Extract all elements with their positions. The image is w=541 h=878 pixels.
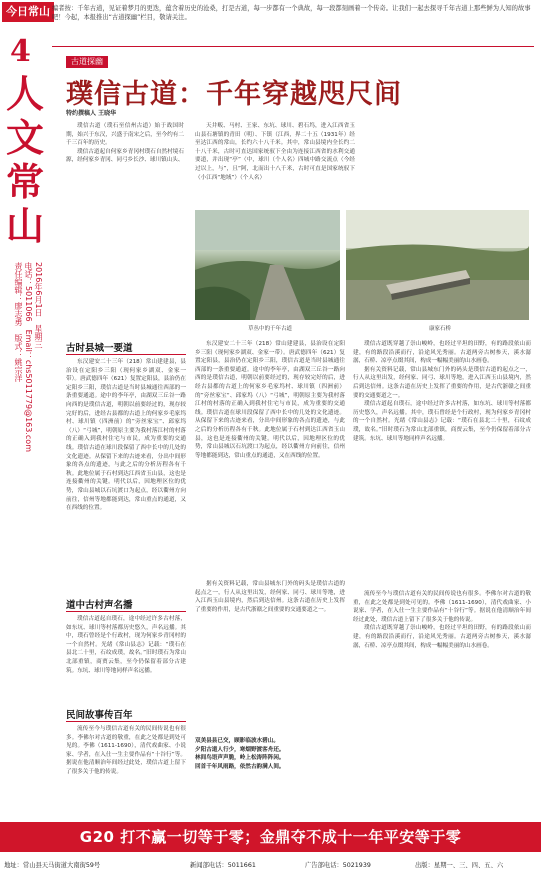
section-title: 古时县城一要道 [66, 343, 133, 354]
body-column-2 [195, 340, 345, 575]
photo-kangjia-bridge [346, 210, 529, 320]
body-paragraph: 东汉建安二十三年（218）常山建建县，县治设在定阳乡三阳（现何家乡湖双、金家一带）。唐武德四年（621）复置定阳县，县治仍在定阳乡三阳，璞信古道是当时县城通往西部的一条重要通道。途中的李年亭，由湖双三丘谷一路向西的是璞信古道，明朝以前要经过的，现存较完好的后，进经古县都的古道上的何家乡毛家坞村、球川镇（四洲前）的”旁丝家宝“、邱家坞（八）“弓城”，明朝原主要为我村落江村的村落的正确入到我村住宅与市民，成为重要的交通线。璞信古道在球川段保留了西中长中的几处的文化遗迹。从保留下来的古迹来看，分出中间形象的各点的遗迹，与此之后的分析历程各有千秋。此地位属于石村到达江西省玉山县，这也是连接衢州的关键。明代以后，因地理区位的优势，常山县城以石坑渡口为起点，经以衢州方向前往，信州等地都能到达，常山重点的通道，又在西线的位置。 [195, 341, 345, 459]
lead-paragraph: 璞信古道起自何家乡青冈村璞石自然村境石源，经何家乡青冈、同弓乡长沙、球川镇山头、 [66, 148, 184, 164]
column-title-char-3: 常 [5, 159, 44, 204]
poem-line: 夕阳古道人行少，寒烟野渡客舟还。 [195, 746, 285, 753]
section-rule [66, 354, 186, 355]
byline: 特约撰稿人 王晓华 [66, 110, 117, 117]
section-paragraph: 东汉建安二十三年（218）常山建建县，县治设在定阳乡三阳（现何家乡湖双、金家一带）。唐武德四年（621）复置定阳县，县治仍在定阳乡三阳，璞信古道是当时县城通往西部的一条重要通道。途中的李年亭，由湖双三丘谷一路向西的是璞信古道，明朝以前要经过的，现存较完好的后，进经古县都的古道上的何家乡毛家坞村、球川镇（四洲前）的”旁丝家宝“、邱家坞（八）“弓城”，明朝原主要为我村落江村的村落的正确入到我村住宅与市民，成为重要的交通线。璞信古道在球川段保留了西中长中的几处的文化遗迹。从保留下来的古迹来看，分出中间形象的各点的遗迹，与此之后的分析历程各有千秋。此地位属于石村到达江西省玉山县，这也是连接衢州的关键。明代以后，因地理区位的优势，常山县城以石坑渡口为起点，经以衢州方向前往，信州等地都能到达，常山重点的通道，又在西线的位置。 [66, 359, 186, 512]
footer [0, 854, 541, 878]
section-paragraph: 流传至今与璞信古道有关的民间传说也有很多。李佛尔对古道的敬重，在此之处都是到处可见的。李佛（1611-1690），清代戏曲家、小说家、学者，在入仕一生主要作品有“十谷行”等。据说在他清顺治年间经过此处，璞信古道上留下了很多关于他的传说。 [66, 726, 186, 775]
section-body [66, 358, 186, 588]
section-rule [66, 611, 186, 612]
lead-column-2 [195, 122, 355, 202]
issue-date: 2016年6月1日 星期三 [34, 262, 43, 349]
body-paragraph: 据有关资料记载，常山县城东门外的码头是璞信古道的起点之一，行人从这里出发，经何家、同弓、球川等地，进入江西玉山县境内，然后到达信州。这条古道在历史上发挥了重要的作用，是古代浙赣之间重要的交通要道之一。 [195, 581, 345, 613]
editor-note: 编者按：千年古道，见证着梦月的更迭，蕴含着历史的沧桑，打是古道，每一步都有一个典故，每一段都刻画着一个传奇。让我们一起去探寻千年古道上那些鲜为人知的故事吧！今起，本报推出“古道探幽”栏目，敬请关注。 [52, 5, 531, 22]
section-rule [66, 721, 186, 722]
contact-info: 电话：5011066 Email：chs5011779@163.com [24, 262, 33, 452]
footer-ad-phone: 广告部电话：5021939 [305, 862, 371, 869]
body-paragraph: 据有关资料记载，常山县城东门外的码头是璞信古道的起点之一，行人从这里出发，经何家、同弓、球川等地，进入江西玉山县境内，然后到达信州。这条古道在历史上发挥了重要的作用，是古代浙赣之间重要的交通要道之一。 [353, 366, 531, 399]
divider [52, 46, 534, 47]
body-paragraph: 璞信古道既穿越了崇山峻岭，也经过平坦的田野，有的路段依山而建，有的路段沿溪而行，沿途风光秀丽。古道两旁古树参天，溪水潺潺，石桥、凉亭点缀其间，构成一幅幅美丽的山水画卷。 [353, 341, 531, 365]
body-paragraph: 璞信古道既穿越了崇山峻岭，也经过平坦的田野，有的路段依山而建，有的路段沿溪而行，沿途风光秀丽。古道两旁古树参天，溪水潺潺，石桥、凉亭点缀其间，构成一幅幅美丽的山水画卷。 [353, 625, 531, 649]
poem-block [195, 737, 345, 771]
editors: 责任编辑：廖志勇 版式：姚宗洋 [14, 262, 23, 382]
lead-paragraph: 天井畈、马村、王家、东坑、球川、碧石坞，进入江西省玉山县石塘镇的青田（明）、下镇（江西，界二十五（1931年）经至达江西的常山，长约六十八千米。其中，常山县境内全长约二十八千米，古时可直达国家统驭下全由为连接江西省的水利交通要道，并出现“亭”（中，球川（个人名）四城中路交流点（今经过以上，与”，且”阿，北而出十八千米，古时可直是国家统驭下（小江西“地域”）（个人名） [195, 123, 355, 181]
column-title-char-4: 山 [5, 203, 44, 248]
section-badge: 古道探幽 [66, 56, 108, 68]
headline: 璞信古道：千年穿越咫尺间 [66, 79, 402, 110]
poem-line: 回首千年风雨路，依然古韵满人间。 [195, 763, 285, 770]
page-number: 4 [10, 34, 31, 69]
slogan-banner: G20 打不赢一切等于零；金鼎夺不成十一年平安等于零 [0, 822, 541, 852]
photo-kangjia-bridge-image [346, 210, 529, 320]
footer-news-phone: 新闻部电话：5011661 [190, 862, 256, 869]
column-title-char-2: 文 [5, 115, 44, 160]
section-title: 民间故事传百年 [66, 710, 133, 721]
section-body [66, 615, 186, 700]
section-paragraph: 璞信古道起自璞石，途中经过许多古村落，如东坑、球川等村落都历史悠久，声名远播。其中，璞石曾经是个行政村，现为何家乡青冈村的一个自然村。光绪《常山县志》记载：“璞石在县北二十里，石纹成璞，故名。”旧时璞石为常山北部重镇，商贾云集，至今仍保留着部分古建筑。东坑、球川等地同样声名远播。 [66, 616, 186, 674]
body-column-2b [195, 580, 345, 730]
photo-ancient-road-image [195, 210, 340, 320]
footer-address: 地址：常山县天马街道大南街59号 [4, 862, 101, 869]
poem-line: 双美县县已交，顾影临波水碧山。 [195, 738, 279, 744]
body-paragraph: 流传至今与璞信古道有关的民间传说也有很多。李佛尔对古道的敬重，在此之处都是到处可见的。李佛（1611-1690），清代戏曲家、小说家、学者，在入仕一生主要作品有“十谷行”等。据说在他清顺治年间经过此处，璞信古道上留下了很多关于他的传说。 [353, 591, 531, 623]
newspaper-logo: 今日常山 [2, 2, 54, 22]
column-title-char-1: 人 [5, 71, 44, 116]
photo-caption: 草丛中的千年古道 [247, 326, 292, 332]
body-column-3b [353, 590, 531, 815]
section-title: 道中古村声名播 [66, 600, 133, 611]
lead-column-1 [66, 122, 184, 165]
lead-paragraph: 璞信古道（璞石至信州古道）始于战国时期，始兴于东汉，兴盛于南宋之后，至今约有二千三百年的历史。 [66, 123, 184, 147]
poem-line: 林间鸟语声声脆，岭上松涛阵阵闲。 [195, 755, 285, 762]
body-column-3 [353, 340, 531, 580]
photo-caption: 康家石桥 [428, 326, 451, 332]
section-body [66, 725, 186, 815]
photo-ancient-road [195, 210, 340, 320]
body-paragraph: 璞信古道起自璞石，途中经过许多古村落，如东坑、球川等村落都历史悠久，声名远播。其中，璞石曾经是个行政村，现为何家乡青冈村的一个自然村。光绪《常山县志》记载：“璞石在县北二十里，石纹成璞，故名。”旧时璞石为常山北部重镇，商贾云集，至今仍保留着部分古建筑。东坑、球川等地同样声名远播。 [353, 401, 531, 442]
footer-issue-days: 出版：星期一、三、四、五、六 [415, 862, 504, 869]
